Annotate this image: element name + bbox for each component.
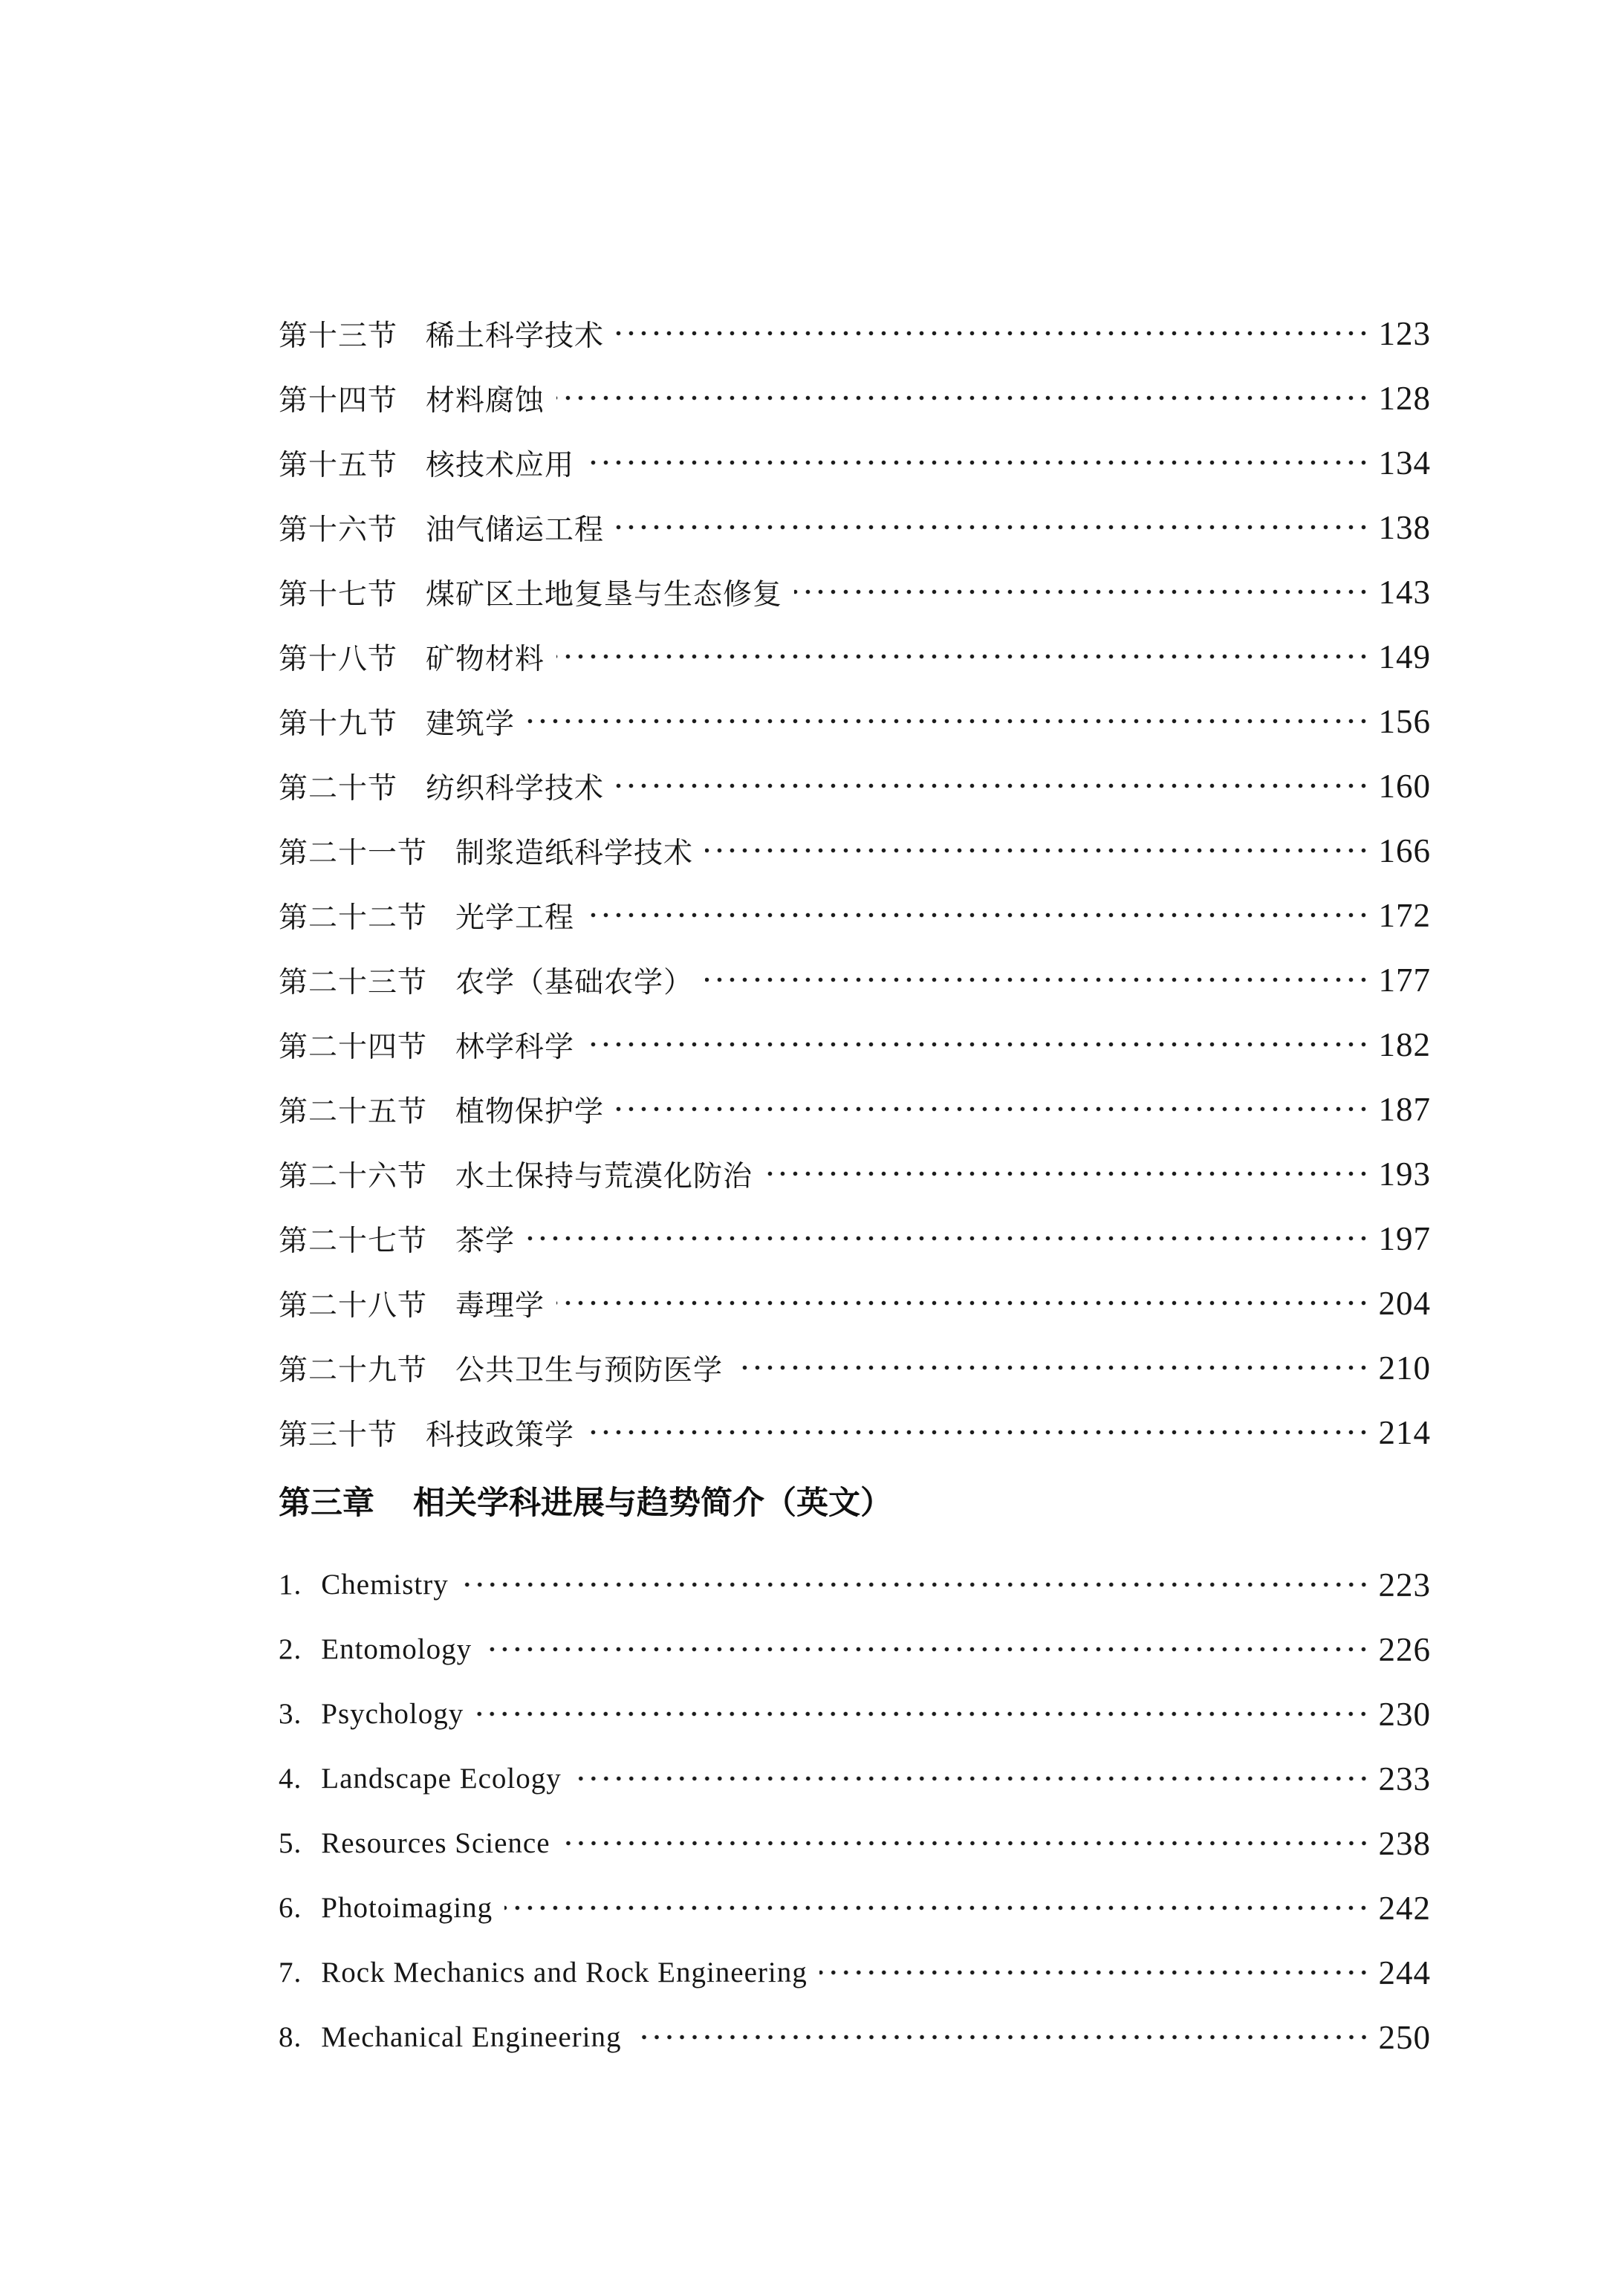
toc-entry-page: 250 — [1378, 2018, 1431, 2056]
toc-entry-number: 6. — [279, 1892, 302, 1924]
dot-leader — [527, 717, 1372, 725]
dot-leader — [562, 1839, 1373, 1847]
toc-entry-title: Photoimaging — [321, 1892, 493, 1924]
toc-entry-title: 油气储运工程 — [426, 513, 605, 546]
dot-leader — [616, 782, 1372, 790]
toc-entry-page: 134 — [1378, 444, 1431, 482]
toc-entry-number: 2. — [279, 1633, 302, 1665]
toc-entry-title: 林学科学 — [455, 1031, 575, 1063]
dot-leader — [504, 1904, 1372, 1912]
dot-leader — [616, 329, 1372, 337]
toc-entry-title: 光学工程 — [455, 901, 575, 934]
toc-entry-title: 毒理学 — [455, 1289, 545, 1322]
toc-entry-page: 244 — [1378, 1954, 1431, 1991]
toc-entry-page: 193 — [1378, 1155, 1431, 1193]
toc-entry-number: 第十七节 — [279, 578, 398, 611]
toc-entry-page: 226 — [1378, 1630, 1431, 1668]
toc-entry-title: 稀土科学技术 — [426, 320, 605, 352]
toc-entry-page: 149 — [1378, 638, 1431, 675]
toc-entry-page: 187 — [1378, 1090, 1431, 1128]
toc-entry-title: Psychology — [321, 1698, 464, 1730]
toc-entry-page: 197 — [1378, 1219, 1431, 1257]
toc-row — [279, 1811, 1431, 1876]
toc-row — [279, 1617, 1431, 1682]
toc-entry-number: 4. — [279, 1763, 302, 1795]
toc-entry-number: 第二十五节 — [279, 1095, 428, 1128]
toc-row — [279, 560, 1431, 624]
toc-entry-title: 科技政策学 — [426, 1419, 575, 1451]
toc-entry-page: 156 — [1378, 702, 1431, 740]
toc-row — [279, 1141, 1431, 1206]
toc-entry-number: 第二十七节 — [279, 1225, 428, 1257]
toc-entry-number: 第十五节 — [279, 449, 398, 482]
toc-row — [279, 1077, 1431, 1141]
toc-entry-page: 138 — [1378, 508, 1431, 546]
toc-entry-number: 第二十二节 — [279, 901, 428, 934]
toc-entry-title: 纺织科学技术 — [426, 772, 605, 805]
toc-entry-title: Landscape Ecology — [321, 1763, 562, 1795]
toc-entry-title: 植物保护学 — [455, 1095, 605, 1128]
chapter-number: 第三章 — [279, 1485, 374, 1521]
toc-entry-title: 核技术应用 — [426, 449, 575, 482]
toc-entry-number: 第二十四节 — [279, 1031, 428, 1063]
toc-entry-page: 143 — [1378, 573, 1431, 611]
dot-leader — [764, 1170, 1372, 1178]
dot-leader — [475, 1710, 1372, 1718]
toc-entry-page: 128 — [1378, 379, 1431, 417]
toc-entry-title: 农学（基础农学） — [455, 966, 694, 999]
dot-leader — [556, 1299, 1372, 1307]
toc-row — [279, 366, 1431, 430]
dot-leader — [735, 1364, 1372, 1372]
toc-entry-title: 公共卫生与预防医学 — [455, 1354, 724, 1387]
dot-leader — [794, 588, 1372, 596]
dot-leader — [556, 652, 1372, 661]
toc-row — [279, 883, 1431, 947]
toc-entry-number: 3. — [279, 1698, 302, 1730]
toc-entry-title: Resources Science — [321, 1827, 550, 1859]
toc-row — [279, 818, 1431, 883]
toc-entry-page: 160 — [1378, 767, 1431, 805]
toc-row — [279, 1940, 1431, 2005]
dot-leader — [586, 458, 1372, 467]
toc-entry-title: 矿物材料 — [426, 643, 545, 675]
dot-leader — [586, 911, 1372, 919]
toc-row — [279, 1335, 1431, 1400]
toc-row — [279, 430, 1431, 495]
table-of-contents — [279, 301, 1431, 2069]
toc-entry-number: 第十九节 — [279, 707, 398, 740]
toc-entry-number: 第十四节 — [279, 384, 398, 417]
dot-leader — [484, 1645, 1372, 1653]
dot-leader — [616, 523, 1372, 531]
dot-leader — [819, 1968, 1373, 1977]
toc-entry-page: 242 — [1378, 1889, 1431, 1927]
toc-entry-number: 第二十三节 — [279, 966, 428, 999]
toc-row — [279, 1012, 1431, 1077]
english-item-list — [279, 1552, 1431, 2069]
toc-entry-page: 172 — [1378, 896, 1431, 934]
toc-row — [279, 2005, 1431, 2069]
toc-row — [279, 1206, 1431, 1271]
toc-entry-page: 223 — [1378, 1566, 1431, 1604]
toc-entry-page: 214 — [1378, 1413, 1431, 1451]
toc-entry-number: 第二十八节 — [279, 1289, 428, 1322]
toc-row — [279, 947, 1431, 1012]
toc-entry-page: 182 — [1378, 1025, 1431, 1063]
toc-entry-title: Mechanical Engineering — [321, 2021, 622, 2053]
toc-entry-page: 210 — [1378, 1349, 1431, 1387]
toc-entry-title: 煤矿区土地复垦与生态修复 — [426, 578, 783, 611]
toc-row — [279, 753, 1431, 818]
toc-entry-number: 8. — [279, 2021, 302, 2053]
toc-entry-page: 166 — [1378, 832, 1431, 869]
toc-entry-title: 水土保持与荒漠化防治 — [455, 1160, 753, 1193]
dot-leader — [556, 394, 1372, 402]
toc-entry-title: 茶学 — [455, 1225, 516, 1257]
toc-entry-title: 建筑学 — [426, 707, 516, 740]
chapter-title: 相关学科进展与趋势简介（英文） — [412, 1485, 892, 1521]
toc-row — [279, 689, 1431, 753]
toc-row — [279, 1746, 1431, 1811]
toc-entry-page: 233 — [1378, 1760, 1431, 1798]
toc-entry-number: 第十八节 — [279, 643, 398, 675]
toc-entry-page: 238 — [1378, 1824, 1431, 1862]
toc-entry-title: Entomology — [321, 1633, 472, 1665]
toc-entry-page: 204 — [1378, 1284, 1431, 1322]
toc-row — [279, 1400, 1431, 1465]
toc-row — [279, 1876, 1431, 1940]
toc-entry-title: Chemistry — [321, 1569, 449, 1601]
toc-entry-number: 第十六节 — [279, 513, 398, 546]
dot-leader — [586, 1428, 1372, 1436]
dot-leader — [705, 976, 1372, 984]
toc-entry-title: 制浆造纸科学技术 — [455, 837, 694, 869]
toc-entry-number: 第十三节 — [279, 320, 398, 352]
dot-leader — [461, 1581, 1373, 1589]
toc-entry-number: 第二十六节 — [279, 1160, 428, 1193]
toc-entry-number: 第二十一节 — [279, 837, 428, 869]
toc-entry-number: 第二十九节 — [279, 1354, 428, 1387]
toc-row — [279, 1682, 1431, 1746]
toc-entry-page: 123 — [1378, 314, 1431, 352]
toc-row — [279, 495, 1431, 560]
toc-row — [279, 1552, 1431, 1617]
toc-entry-page: 230 — [1378, 1695, 1431, 1733]
toc-row — [279, 301, 1431, 366]
toc-entry-title: 材料腐蚀 — [426, 384, 545, 417]
toc-entry-number: 1. — [279, 1569, 302, 1601]
chapter-heading — [279, 1485, 1431, 1522]
dot-leader — [634, 2033, 1373, 2041]
dot-leader — [616, 1105, 1372, 1113]
toc-entry-number: 第二十节 — [279, 772, 398, 805]
toc-entry-number: 第三十节 — [279, 1419, 398, 1451]
toc-row — [279, 624, 1431, 689]
toc-entry-page: 177 — [1378, 961, 1431, 999]
dot-leader — [705, 846, 1372, 855]
toc-entry-title: Rock Mechanics and Rock Engineering — [321, 1957, 808, 1988]
toc-entry-number: 7. — [279, 1957, 302, 1988]
dot-leader — [574, 1774, 1373, 1783]
chinese-section-list — [279, 301, 1431, 1465]
toc-row — [279, 1271, 1431, 1335]
toc-entry-number: 5. — [279, 1827, 302, 1859]
dot-leader — [527, 1234, 1372, 1242]
dot-leader — [586, 1040, 1372, 1048]
